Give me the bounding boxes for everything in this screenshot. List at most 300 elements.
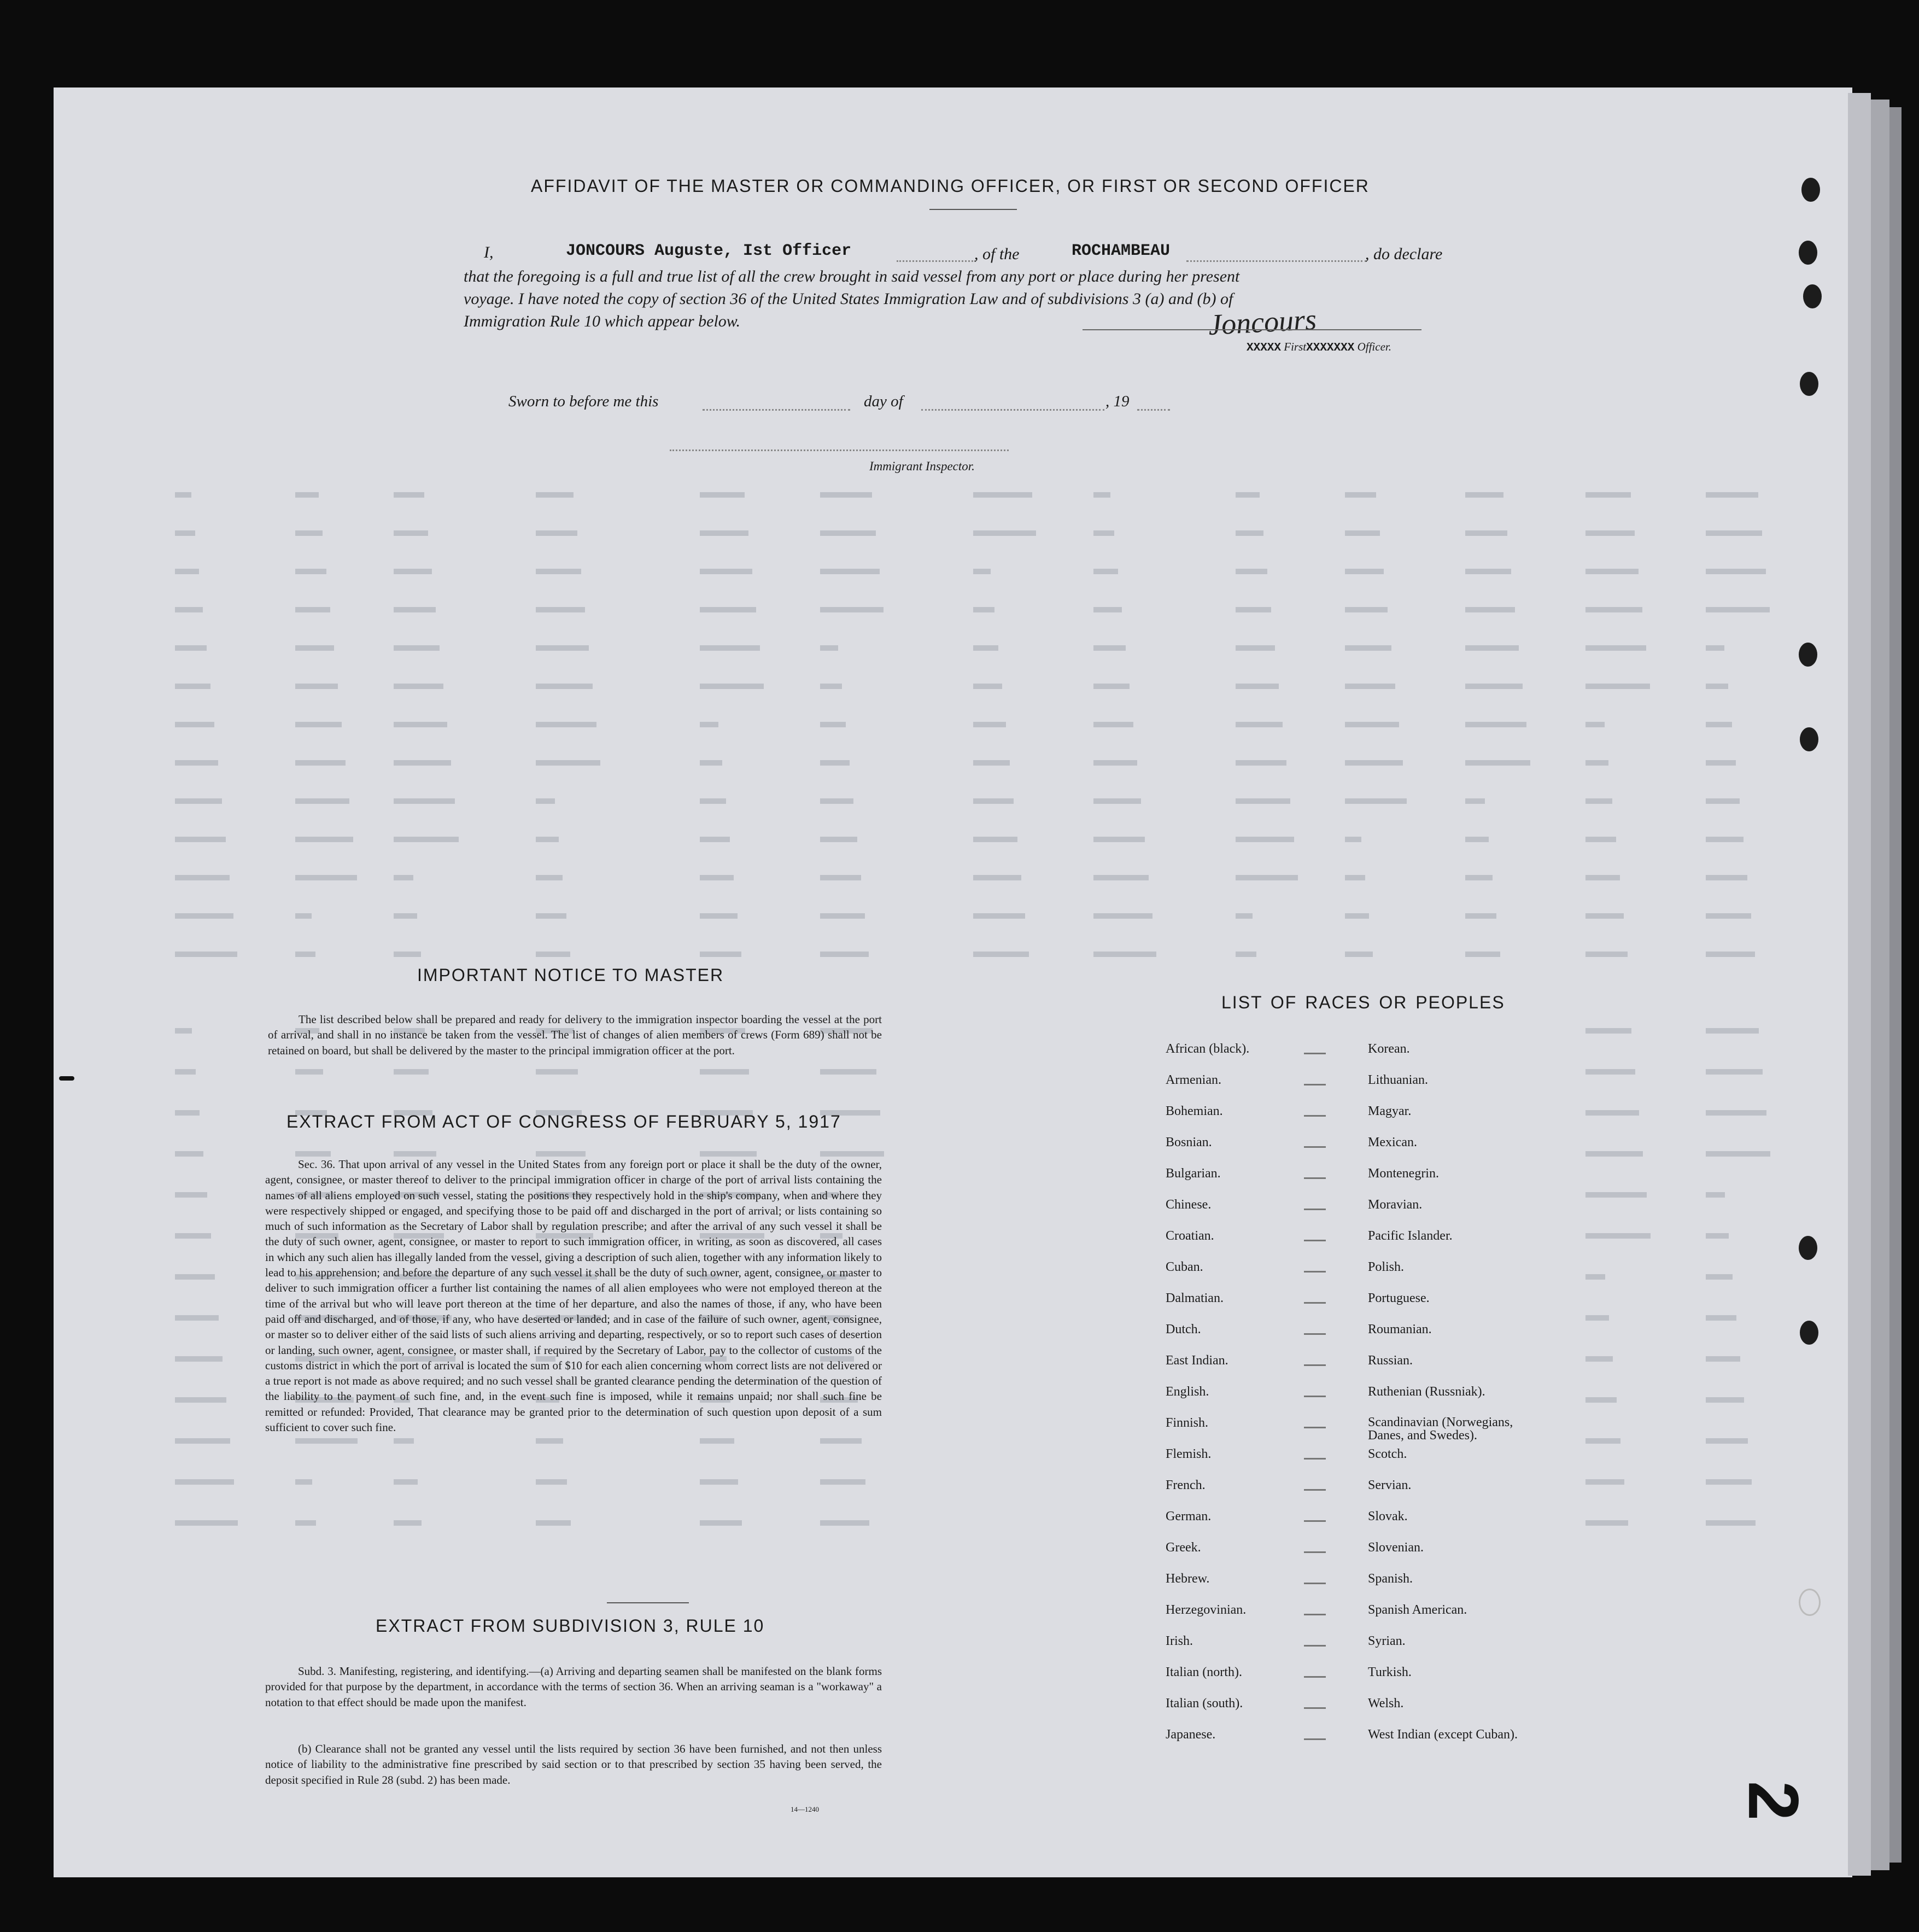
bleed-mark bbox=[1465, 913, 1496, 919]
day-of-label: day of bbox=[864, 393, 903, 410]
races-left-column bbox=[1166, 1042, 1249, 1759]
bleed-mark bbox=[1706, 607, 1770, 612]
bleed-mark bbox=[175, 1315, 219, 1321]
bleed-mark bbox=[295, 798, 349, 804]
bleed-mark bbox=[536, 952, 570, 957]
race-item: Ruthenian (Russniak). bbox=[1368, 1385, 1485, 1399]
bleed-mark bbox=[175, 1397, 226, 1403]
bleed-mark bbox=[1345, 837, 1361, 842]
race-item: East Indian. bbox=[1166, 1353, 1228, 1368]
signature-line bbox=[1083, 329, 1421, 330]
bleed-mark bbox=[295, 1520, 316, 1526]
bleed-mark bbox=[1465, 837, 1489, 842]
margin-mark bbox=[59, 1076, 74, 1081]
race-separator-dash bbox=[1304, 1084, 1326, 1085]
bleed-mark bbox=[1706, 1520, 1756, 1526]
race-item: Dalmatian. bbox=[1166, 1291, 1224, 1305]
race-separator-dash bbox=[1304, 1707, 1326, 1709]
bleed-mark bbox=[1236, 684, 1279, 689]
race-item: German. bbox=[1166, 1509, 1212, 1524]
bleed-mark bbox=[1706, 1356, 1740, 1362]
bleed-mark bbox=[175, 530, 195, 536]
bleed-mark bbox=[536, 645, 589, 651]
bleed-mark bbox=[1345, 760, 1403, 766]
race-item: Croatian. bbox=[1166, 1229, 1214, 1243]
officer-name-line bbox=[897, 260, 976, 262]
year-label: , 19 bbox=[1105, 393, 1130, 410]
bleed-mark bbox=[1345, 684, 1395, 689]
bleed-mark bbox=[536, 1520, 571, 1526]
bleed-mark bbox=[1465, 645, 1519, 651]
bleed-mark bbox=[700, 798, 726, 804]
bleed-mark bbox=[1706, 569, 1766, 574]
bleed-mark bbox=[973, 569, 991, 574]
struck-caption-2: XXXXXXX bbox=[1306, 342, 1355, 354]
bleed-mark bbox=[1236, 913, 1253, 919]
bleed-mark bbox=[1706, 645, 1724, 651]
bleed-mark bbox=[1706, 1274, 1733, 1280]
bleed-mark bbox=[820, 1479, 865, 1485]
bleed-mark bbox=[700, 722, 718, 727]
bleed-mark bbox=[295, 1438, 358, 1444]
bleed-mark bbox=[175, 1151, 203, 1157]
race-separator-dash bbox=[1304, 1583, 1326, 1584]
bleed-mark bbox=[820, 952, 869, 957]
bleed-mark bbox=[1706, 952, 1755, 957]
bleed-mark bbox=[1585, 1356, 1613, 1362]
bleed-mark bbox=[700, 645, 760, 651]
declare-label: , do declare bbox=[1365, 245, 1443, 263]
bleed-mark bbox=[394, 530, 428, 536]
bleed-mark bbox=[1093, 798, 1141, 804]
bleed-mark bbox=[1345, 645, 1391, 651]
bleed-mark bbox=[1585, 722, 1605, 727]
bleed-mark bbox=[175, 569, 199, 574]
race-separator-dash bbox=[1304, 1364, 1326, 1366]
bleed-mark bbox=[295, 952, 315, 957]
bleed-mark bbox=[175, 1233, 211, 1239]
bleed-mark bbox=[700, 760, 722, 766]
race-item: Mexican. bbox=[1368, 1135, 1417, 1149]
bleed-mark bbox=[973, 722, 1006, 727]
affidavit-line-3: voyage. I have noted the copy of section 36 of the United States Immigration Law and of subdivisions 3 (a) and (b) of bbox=[464, 290, 1233, 308]
bleed-mark bbox=[820, 1520, 869, 1526]
race-item: Flemish. bbox=[1166, 1447, 1212, 1461]
page-stack-edge bbox=[1889, 107, 1902, 1863]
of-the-label: , of the bbox=[974, 245, 1020, 263]
bleed-mark bbox=[1585, 875, 1620, 880]
page-number: 2 bbox=[1734, 1781, 1814, 1821]
bleed-mark bbox=[1093, 722, 1133, 727]
bleed-mark bbox=[700, 952, 741, 957]
bleed-mark bbox=[295, 760, 346, 766]
race-separator-dash bbox=[1304, 1177, 1326, 1179]
bleed-mark bbox=[1585, 530, 1635, 536]
race-item: African (black). bbox=[1166, 1042, 1250, 1056]
race-item: Slovak. bbox=[1368, 1509, 1408, 1524]
bleed-mark bbox=[820, 798, 853, 804]
bleed-mark bbox=[1236, 875, 1298, 880]
bleed-mark bbox=[1585, 837, 1616, 842]
bleed-mark bbox=[175, 760, 218, 766]
bleed-mark bbox=[295, 530, 323, 536]
bleed-mark bbox=[175, 837, 226, 842]
sworn-label: Sworn to before me this bbox=[508, 393, 659, 410]
bleed-mark bbox=[1585, 952, 1628, 957]
bleed-mark bbox=[700, 684, 764, 689]
officer-signature: Joncours bbox=[1207, 302, 1318, 342]
bleed-mark bbox=[1093, 837, 1145, 842]
bleed-mark bbox=[820, 607, 884, 612]
bleed-mark bbox=[1585, 1315, 1609, 1321]
bleed-mark bbox=[1585, 760, 1608, 766]
bleed-mark bbox=[295, 1479, 312, 1485]
bleed-mark bbox=[1465, 760, 1530, 766]
bleed-mark bbox=[820, 760, 850, 766]
bleed-mark bbox=[536, 492, 574, 498]
race-item: Cuban. bbox=[1166, 1260, 1203, 1274]
race-item: Spanish. bbox=[1368, 1572, 1413, 1586]
race-item: Servian. bbox=[1368, 1478, 1412, 1492]
bleed-mark bbox=[295, 875, 357, 880]
page-stack-edge bbox=[1848, 93, 1871, 1876]
bleed-mark bbox=[973, 798, 1014, 804]
inspector-line bbox=[670, 450, 1009, 451]
bleed-mark bbox=[1706, 1069, 1763, 1075]
bleed-mark bbox=[175, 607, 203, 612]
affidavit-title: AFFIDAVIT OF THE MASTER OR COMMANDING OFFICER, OR FIRST OR SECOND OFFICER bbox=[531, 176, 1370, 196]
bleed-mark bbox=[820, 875, 861, 880]
bleed-mark bbox=[1093, 913, 1152, 919]
bleed-mark bbox=[175, 1274, 215, 1280]
bleed-mark bbox=[1345, 913, 1369, 919]
race-item: West Indian (except Cuban). bbox=[1368, 1727, 1518, 1742]
bleed-mark bbox=[394, 875, 413, 880]
bleed-mark bbox=[175, 1110, 200, 1116]
bleed-mark bbox=[536, 913, 566, 919]
bleed-mark bbox=[1236, 760, 1286, 766]
bleed-mark bbox=[394, 837, 459, 842]
race-separator-dash bbox=[1304, 1146, 1326, 1148]
bleed-mark bbox=[175, 645, 207, 651]
bleed-mark bbox=[536, 798, 555, 804]
bleed-mark bbox=[175, 798, 222, 804]
bleed-mark bbox=[1585, 1028, 1631, 1034]
bleed-mark bbox=[700, 875, 734, 880]
bleed-mark bbox=[1585, 1192, 1647, 1198]
bleed-mark bbox=[1706, 760, 1736, 766]
bleed-mark bbox=[700, 837, 730, 842]
bleed-mark bbox=[175, 913, 233, 919]
race-item: Moravian. bbox=[1368, 1198, 1423, 1212]
bleed-mark bbox=[1585, 1438, 1620, 1444]
bleed-mark bbox=[820, 569, 880, 574]
bleed-mark bbox=[1465, 684, 1523, 689]
race-item: Korean. bbox=[1368, 1042, 1410, 1056]
bleed-mark bbox=[295, 1069, 323, 1075]
bleed-mark bbox=[175, 952, 237, 957]
bleed-mark bbox=[1706, 1192, 1725, 1198]
bleed-mark bbox=[1093, 875, 1149, 880]
race-item: Scandinavian (Norwegians, Danes, and Swedes). bbox=[1368, 1415, 1513, 1443]
bleed-mark bbox=[295, 569, 326, 574]
bleed-mark bbox=[973, 607, 994, 612]
race-separator-dash bbox=[1304, 1240, 1326, 1241]
bleed-mark bbox=[700, 569, 752, 574]
bleed-mark bbox=[820, 837, 857, 842]
bleed-mark bbox=[295, 837, 353, 842]
bleed-mark bbox=[700, 913, 738, 919]
race-item: Bosnian. bbox=[1166, 1135, 1212, 1149]
bleed-mark bbox=[1345, 798, 1407, 804]
race-separator-dash bbox=[1304, 1427, 1326, 1428]
bleed-mark bbox=[1706, 492, 1758, 498]
bleed-mark bbox=[1585, 569, 1639, 574]
bleed-mark bbox=[973, 760, 1010, 766]
affidavit-line-4: Immigration Rule 10 which appear below. bbox=[464, 312, 741, 330]
bleed-mark bbox=[700, 1479, 738, 1485]
race-separator-dash bbox=[1304, 1115, 1326, 1117]
punch-hole bbox=[1803, 284, 1822, 308]
bleed-mark bbox=[394, 913, 417, 919]
bleed-mark bbox=[820, 530, 876, 536]
sworn-month-line bbox=[921, 409, 1104, 411]
race-item: Italian (north). bbox=[1166, 1665, 1242, 1679]
bleed-mark bbox=[295, 913, 312, 919]
bleed-mark bbox=[536, 1479, 567, 1485]
bleed-mark bbox=[1093, 645, 1126, 651]
race-separator-dash bbox=[1304, 1333, 1326, 1335]
race-item: Italian (south). bbox=[1166, 1696, 1243, 1711]
bleed-mark bbox=[536, 1438, 563, 1444]
bleed-mark bbox=[1093, 952, 1156, 957]
rule-para-a: Subd. 3. Manifesting, registering, and identifying.—(a) Arriving and departing seamen shall be manifested on the blank forms provided for that purpose by the department, in accordance with the terms of section 36. When an arriving seaman is a "workaway" a notation to that effect should be made upon the manifest. bbox=[265, 1665, 882, 1709]
race-separator-dash bbox=[1304, 1209, 1326, 1210]
bleed-mark bbox=[1345, 530, 1380, 536]
bleed-mark bbox=[1706, 1151, 1770, 1157]
bleed-mark bbox=[1465, 607, 1515, 612]
bleed-mark bbox=[700, 1151, 757, 1157]
bleed-mark bbox=[1585, 1151, 1643, 1157]
bleed-mark bbox=[1465, 875, 1493, 880]
races-title: LIST OF RACES OR PEOPLES bbox=[1221, 993, 1505, 1012]
bleed-mark bbox=[1345, 607, 1388, 612]
bleed-mark bbox=[1706, 1438, 1748, 1444]
bleed-mark bbox=[1093, 492, 1110, 498]
race-item: Bulgarian. bbox=[1166, 1166, 1221, 1181]
race-separator-dash bbox=[1304, 1520, 1326, 1522]
race-item: Greek. bbox=[1166, 1540, 1201, 1555]
bleed-mark bbox=[700, 530, 748, 536]
bleed-mark bbox=[536, 875, 563, 880]
race-separator-dash bbox=[1304, 1645, 1326, 1647]
affidavit-opening: I, bbox=[484, 243, 494, 261]
race-item: Welsh. bbox=[1368, 1696, 1404, 1711]
bleed-mark bbox=[1585, 1069, 1635, 1075]
bleed-mark bbox=[175, 1192, 207, 1198]
bleed-mark bbox=[1585, 1397, 1617, 1403]
bleed-mark bbox=[175, 684, 210, 689]
bleed-mark bbox=[1585, 1520, 1628, 1526]
bleed-through-texture bbox=[164, 481, 1832, 1657]
bleed-mark bbox=[175, 1028, 192, 1034]
bleed-mark bbox=[1706, 684, 1728, 689]
bleed-mark bbox=[1706, 837, 1744, 842]
bleed-mark bbox=[394, 1520, 422, 1526]
bleed-mark bbox=[820, 645, 838, 651]
notice-text: The list described below shall be prepared and ready for delivery to the immigration inspector boarding the vessel at the port of arrival, and shall in no instance be taken from the vessel. The list of changes of alien members of crews (Form 689) shall not be retained on board, but shall be delivered by the master to the principal immigration officer at the port. bbox=[268, 1013, 882, 1057]
race-separator-dash bbox=[1304, 1676, 1326, 1678]
bleed-mark bbox=[1236, 952, 1256, 957]
bleed-mark bbox=[1706, 913, 1751, 919]
bleed-mark bbox=[175, 1438, 230, 1444]
bleed-mark bbox=[536, 684, 593, 689]
race-item: Syrian. bbox=[1368, 1634, 1406, 1648]
race-item: Russian. bbox=[1368, 1353, 1413, 1368]
race-item: Irish. bbox=[1166, 1634, 1193, 1648]
race-item: Bohemian. bbox=[1166, 1104, 1223, 1118]
bleed-mark bbox=[1585, 645, 1646, 651]
bleed-mark bbox=[1706, 722, 1732, 727]
bleed-mark bbox=[1465, 492, 1503, 498]
rule-title: EXTRACT FROM SUBDIVISION 3, RULE 10 bbox=[376, 1616, 765, 1636]
bleed-mark bbox=[1093, 684, 1130, 689]
race-item: Portuguese. bbox=[1368, 1291, 1430, 1305]
bleed-mark bbox=[1585, 1233, 1651, 1239]
bleed-mark bbox=[1093, 760, 1137, 766]
bleed-mark bbox=[820, 1438, 862, 1444]
bleed-mark bbox=[820, 1151, 884, 1157]
race-item: Montenegrin. bbox=[1368, 1166, 1439, 1181]
bleed-mark bbox=[1465, 530, 1507, 536]
act-divider bbox=[607, 1602, 689, 1603]
bleed-mark bbox=[1236, 530, 1263, 536]
race-separator-dash bbox=[1304, 1053, 1326, 1054]
races-right-column bbox=[1368, 1042, 1532, 1759]
form-number: 14—1240 bbox=[791, 1805, 819, 1813]
bleed-mark bbox=[1345, 875, 1365, 880]
bleed-mark bbox=[295, 492, 319, 498]
bleed-mark bbox=[536, 722, 596, 727]
bleed-mark bbox=[700, 1069, 749, 1075]
bleed-mark bbox=[1585, 1479, 1624, 1485]
bleed-mark bbox=[536, 760, 600, 766]
bleed-mark bbox=[1345, 952, 1373, 957]
bleed-mark bbox=[1236, 492, 1260, 498]
bleed-mark bbox=[820, 1069, 876, 1075]
affidavit-line-2: that the foregoing is a full and true list of all the crew brought in said vessel from any port or place during her present bbox=[464, 267, 1240, 285]
officer-caption bbox=[1247, 340, 1391, 354]
page-stack-edge bbox=[1871, 100, 1889, 1870]
race-separator-dash bbox=[1304, 1614, 1326, 1615]
vessel-name: ROCHAMBEAU bbox=[1072, 242, 1171, 260]
bleed-mark bbox=[1236, 645, 1275, 651]
bleed-mark bbox=[1585, 798, 1612, 804]
bleed-mark bbox=[973, 913, 1025, 919]
bleed-mark bbox=[394, 1151, 436, 1157]
bleed-mark bbox=[394, 645, 440, 651]
bleed-mark bbox=[820, 913, 865, 919]
bleed-mark bbox=[1706, 1397, 1744, 1403]
race-item: French. bbox=[1166, 1478, 1206, 1492]
race-item: Magyar. bbox=[1368, 1104, 1412, 1118]
bleed-mark bbox=[175, 722, 214, 727]
bleed-mark bbox=[1236, 722, 1283, 727]
race-separator-dash bbox=[1304, 1271, 1326, 1273]
bleed-mark bbox=[394, 1479, 418, 1485]
punch-hole bbox=[1800, 1321, 1818, 1345]
bleed-mark bbox=[1465, 722, 1526, 727]
race-item: Lithuanian. bbox=[1368, 1073, 1428, 1087]
rule-para-b: (b) Clearance shall not be granted any vessel until the lists required by section 36 have been furnished, and not then unless notice of liability to the administrative fine prescribed by said section or to that prescribed by section 35 having been served, the deposit specified in Rule 28 (subd. 2) has been made. bbox=[265, 1742, 882, 1787]
race-separator-dash bbox=[1304, 1302, 1326, 1304]
bleed-mark bbox=[394, 1069, 429, 1075]
race-separator-dash bbox=[1304, 1551, 1326, 1553]
bleed-mark bbox=[1236, 798, 1290, 804]
bleed-mark bbox=[820, 722, 846, 727]
race-separator-dash bbox=[1304, 1396, 1326, 1397]
act-text: Sec. 36. That upon arrival of any vessel in the United States from any foreign port or place it shall be the duty of the owner, agent, consignee, or master thereof to deliver to the principal immigration officer in charge of the port of arrival lists containing the names of all aliens employed on such vessel, stating the positions they respectively hold in the ship's company, when and where they were respectively shipped or engaged, and specifying those to be paid off and discharged in the port of arrival; or lists containing so much of such information as the Secretary of Labor shall by regulation prescribe; and after the arrival of any such vessel it shall be the duty of such owner, agent, consignee, or master to report to such immigration officer, in writing, as soon as discovered, all cases in which any such alien has illegally landed from the vessel, giving a description of such alien, together with any information likely to lead to his apprehension; and before the departure of any such vessel it shall be the duty of such owner, agent, consignee, or master to deliver to such immigration officer a further list containing the names of all alien employees who were not employed thereon at the time of the arrival but who will leave port thereon at the time of her departure, and also the names of those, if any, who have been paid off and discharged, and of those, if any, who have deserted or landed; and in case of the failure of such owner, agent, consignee, or master so to deliver either of the said lists of such aliens arriving and departing, respectively, or so to report such cases of desertion or landing, such owner, agent, consignee, or master shall, if required by the Secretary of Labor, pay to the collector of customs of the customs district in which the port of arrival is located the sum of $10 for each alien concerning whom correct lists are not delivered or a true report is not made as above required; and no such vessel shall be granted clearance pending the determination of the question of the liability to the payment of such fine, and, in the event such fine is imposed, while it remains unpaid; nor shall such fine be remitted or refunded: Provided, That clearance may be granted prior to the determination of such question upon deposit of a sum sufficient to cover such fine. bbox=[265, 1158, 882, 1434]
bleed-mark bbox=[700, 1438, 734, 1444]
bleed-mark bbox=[536, 607, 585, 612]
bleed-mark bbox=[1093, 530, 1114, 536]
bleed-mark bbox=[973, 645, 998, 651]
bleed-mark bbox=[536, 837, 559, 842]
races-separator-dashes bbox=[1301, 1053, 1334, 1764]
race-item: Turkish. bbox=[1368, 1665, 1412, 1679]
bleed-mark bbox=[1585, 607, 1642, 612]
bleed-mark bbox=[295, 1151, 331, 1157]
race-item: Slovenian. bbox=[1368, 1540, 1424, 1555]
bleed-mark bbox=[394, 760, 451, 766]
bleed-mark bbox=[1465, 952, 1500, 957]
bleed-mark bbox=[1236, 607, 1271, 612]
bleed-mark bbox=[700, 607, 756, 612]
bleed-mark bbox=[175, 492, 191, 498]
bleed-mark bbox=[1236, 569, 1267, 574]
punch-hole bbox=[1800, 372, 1818, 396]
bleed-mark bbox=[1465, 569, 1511, 574]
race-item: Spanish American. bbox=[1368, 1603, 1467, 1617]
bleed-mark bbox=[1706, 1110, 1766, 1116]
title-underline bbox=[929, 209, 1017, 210]
bleed-mark bbox=[536, 530, 577, 536]
bleed-mark bbox=[1585, 492, 1631, 498]
race-item: Armenian. bbox=[1166, 1073, 1221, 1087]
bleed-mark bbox=[1465, 798, 1485, 804]
race-separator-dash bbox=[1304, 1489, 1326, 1491]
bleed-mark bbox=[394, 1438, 414, 1444]
bleed-mark bbox=[973, 530, 1036, 536]
race-separator-dash bbox=[1304, 1458, 1326, 1460]
punch-hole bbox=[1799, 241, 1817, 265]
punch-hole bbox=[1799, 1589, 1821, 1616]
bleed-mark bbox=[973, 952, 1029, 957]
bleed-mark bbox=[700, 1520, 742, 1526]
bleed-mark bbox=[536, 1069, 578, 1075]
bleed-mark bbox=[1093, 607, 1122, 612]
bleed-mark bbox=[700, 492, 745, 498]
bleed-mark bbox=[536, 1151, 586, 1157]
bleed-mark bbox=[1706, 1315, 1736, 1321]
punch-hole bbox=[1801, 178, 1820, 202]
bleed-mark bbox=[394, 492, 424, 498]
bleed-mark bbox=[973, 837, 1017, 842]
bleed-mark bbox=[1345, 492, 1376, 498]
bleed-mark bbox=[1345, 569, 1384, 574]
bleed-mark bbox=[973, 875, 1021, 880]
race-item: Herzegovinian. bbox=[1166, 1603, 1247, 1617]
